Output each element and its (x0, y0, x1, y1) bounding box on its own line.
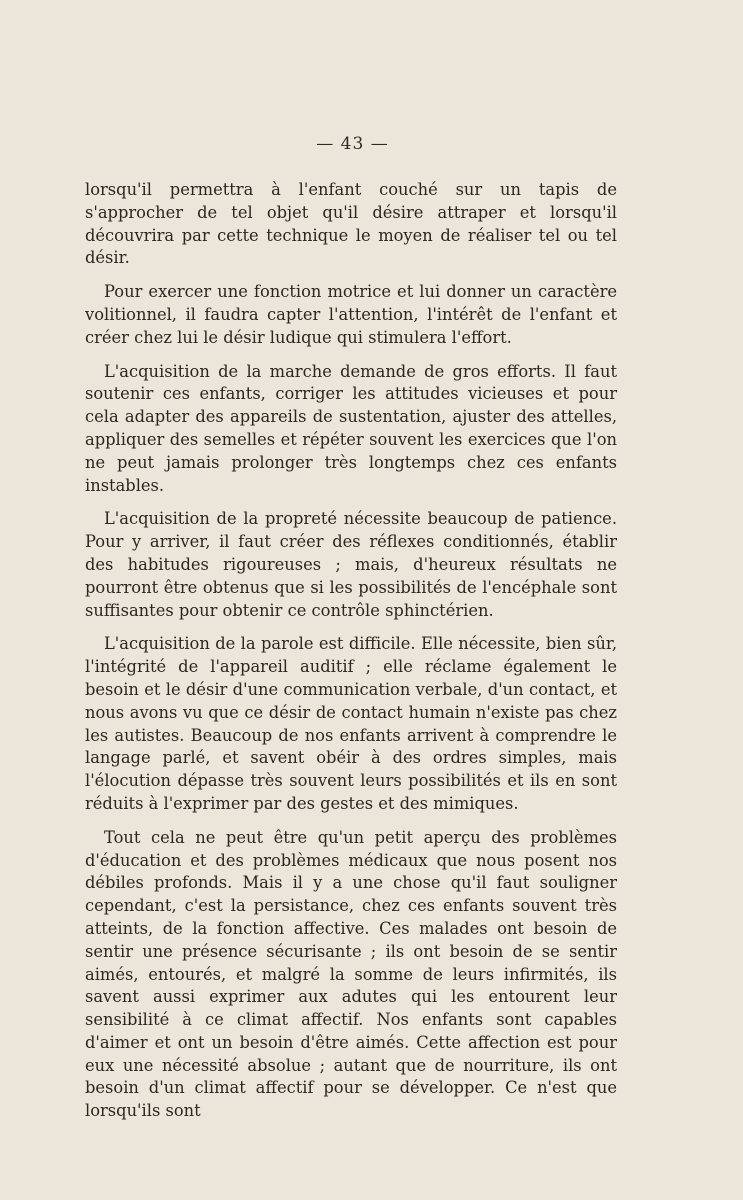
paragraph-5: L'acquisition de la parole est difficile. Elle nécessite, bien sûr, l'intégrité de l'appareil auditif ; elle réclame également le besoin et le désir d'une communication verbale, d'un contact, et nous avons vu que ce désir de contact humain n'existe pas chez les autistes. Beaucoup de nos enfants arrivent à comprendre le langage parlé, et savent obéir à des ordres simples, mais l'élocution dépasse très souvent leurs possibilités et ils en sont réduits à l'exprimer par des gestes et des mimiques. (85, 634, 617, 813)
page-number: — 43 — (316, 134, 389, 154)
paragraph-3: L'acquisition de la marche demande de gros efforts. Il faut soutenir ces enfants, corriger les attitudes vicieuses et pour cela adapter des appareils de sustentation, ajuster des attelles, appliquer des semelles et répéter souvent les exercices que l'on ne peut jamais prolonger très longtemps chez ces enfants instables. (85, 361, 617, 495)
body-text (85, 179, 617, 1134)
paragraph-6: Tout cela ne peut être qu'un petit aperçu des problèmes d'éducation et des problèmes médicaux que nous posent nos débiles profonds. Mais il y a une chose qu'il faut souligner cependant, c'est la persistance, chez ces enfants souvent très atteints, de la fonction affective. Ces malades ont besoin de sentir une présence sécurisante ; ils ont besoin de se sentir aimés, entourés, et malgré la somme de leurs infirmités, ils savent aussi exprimer aux adutes qui les entourent leur sensibilité à ce climat affectif. Nos enfants sont capables d'aimer et ont un besoin d'être aimés. Cette affection est pour eux une nécessité absolue ; autant que de nourriture, ils ont besoin d'un climat affectif pour se développer. Ce n'est que lorsqu'ils sont (85, 827, 617, 1121)
paragraph-2: Pour exercer une fonction motrice et lui donner un caractère volitionnel, il faudra capter l'attention, l'intérêt de l'enfant et créer chez lui le désir ludique qui stimulera l'effort. (85, 282, 617, 347)
paragraph-1: lorsqu'il permettra à l'enfant couché sur un tapis de s'approcher de tel objet qu'il désire attraper et lorsqu'il découvrira par cette technique le moyen de réaliser tel ou tel désir. (85, 180, 617, 268)
paragraph-4: L'acquisition de la propreté nécessite beaucoup de patience. Pour y arriver, il faut créer des réflexes conditionnés, établir des habitudes rigoureuses ; mais, d'heureux résultats ne pourront être obtenus que si les possibilités de l'encéphale sont suffisantes pour obtenir ce contrôle sphinctérien. (85, 509, 617, 620)
